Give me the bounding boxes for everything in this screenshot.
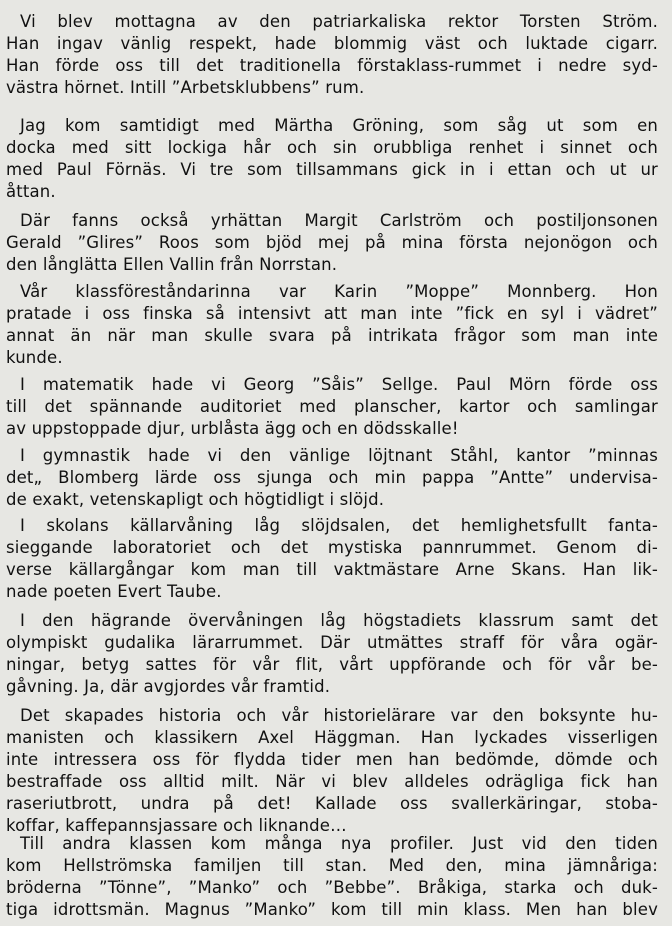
text-line: västra hörnet. Intill ”Arbetsklubbens” rum. [6, 78, 365, 97]
text-line: Jag kom samtidigt med Märtha Gröning, som såg ut som en [20, 116, 658, 135]
text-line: Han förde oss till det traditionella förstaklass-rummet i nedre syd- [6, 56, 658, 75]
text-line: kom Hellströmska familjen till stan. Med den, mina jämnåriga: [6, 856, 658, 875]
text-line: annat än när man skulle svara på intrikata frågor som man inte [6, 326, 658, 345]
paragraph-karin [6, 281, 658, 369]
text-line: raseriutbrott, undra på det! Kallade oss svallerkäringar, stoba- [6, 794, 658, 813]
text-line: med Paul Förnäs. Vi tre som tillsammans gick in i ettan och ut ur [6, 160, 658, 179]
text-line: inte intressera oss för flydda tider men han bedömde, dömde och [6, 750, 658, 769]
text-line: I skolans källarvåning låg slöjdsalen, det hemlighetsfullt fanta- [20, 516, 658, 535]
text-line: ningar, betyg sattes för vår flit, vårt uppförande och för vår be- [6, 655, 658, 674]
paragraph-matematik [6, 374, 658, 440]
text-line: I gymnastik hade vi den vänlige löjtnant Ståhl, kantor ”minnas [20, 446, 658, 465]
text-line: av uppstoppade djur, urblåsta ägg och en dödsskalle! [6, 419, 459, 438]
text-line: Vår klassföreståndarinna var Karin ”Moppe” Monnberg. Hon [20, 282, 658, 301]
paragraph-andra-klassen [6, 833, 658, 921]
text-line: I matematik hade vi Georg ”Såis” Sellge. Paul Mörn förde oss [20, 375, 658, 394]
text-line: Där fanns också yrhättan Margit Carlström och postiljonsonen [20, 211, 658, 230]
paragraph-kallarvaning [6, 515, 658, 603]
text-line: Vi blev mottagna av den patriarkaliska rektor Torsten Ström. [20, 12, 658, 31]
text-line: kunde. [6, 348, 63, 367]
text-line: nade poeten Evert Taube. [6, 582, 222, 601]
text-line: Det skapades historia och vår historielärare var den boksynte hu- [20, 706, 658, 725]
text-line: Han ingav vänlig respekt, hade blommig väst och luktade cigarr. [6, 34, 658, 53]
text-line: docka med sitt lockiga hår och sin orubbliga renhet i sinnet och [6, 138, 658, 157]
paragraph-margit [6, 210, 658, 276]
text-line: bröderna ”Tönne”, ”Manko” och ”Bebbe”. Bråkiga, starka och duk- [6, 878, 658, 897]
paragraph-overvaningen [6, 610, 658, 698]
text-line: verse källargångar kom man till vaktmästare Arne Skans. Han lik- [6, 560, 658, 579]
text-line: Gerald ”Glires” Roos som bjöd mej på mina första nejonögon och [6, 233, 658, 252]
text-line: bestraffade oss alltid milt. När vi blev alldeles odrägliga fick han [6, 772, 658, 791]
text-line: de exakt, vetenskapligt och högtidligt i slöjd. [6, 490, 385, 509]
text-line: manisten och klassikern Axel Häggman. Han lyckades visserligen [6, 728, 658, 747]
paragraph-historia [6, 705, 658, 837]
paragraph-classmates [6, 115, 658, 203]
text-line: den långlätta Ellen Vallin från Norrstan. [6, 255, 338, 274]
text-line: Till andra klassen kom många nya profiler. Just vid den tiden [20, 834, 658, 853]
text-line: sieggande laboratoriet och det mystiska pannrummet. Genom di- [6, 538, 658, 557]
text-line: pratade i oss finska så intensivt att man inte ”fick en syl i vädret” [6, 304, 658, 323]
text-line: gåvning. Ja, där avgjordes vår framtid. [6, 677, 331, 696]
text-line: åttan. [6, 182, 56, 201]
text-line: det„ Blomberg lärde oss sjunga och min pappa ”Antte” undervisa- [6, 468, 658, 487]
paragraph-rektor [6, 11, 658, 99]
paragraph-gymnastik [6, 445, 658, 511]
text-line: koffar, kaffepannsjassare och liknande… [6, 816, 347, 835]
text-line: till det spännande auditoriet med planscher, kartor och samlingar [6, 397, 658, 416]
text-line: tiga idrottsmän. Magnus ”Manko” kom till min klass. Men han blev [6, 900, 658, 919]
text-line: I den hägrande övervåningen låg högstadiets klassrum samt det [20, 611, 658, 630]
text-line: olympiskt gudalika lärarrummet. Där utmättes straff för våra ogär- [6, 633, 658, 652]
